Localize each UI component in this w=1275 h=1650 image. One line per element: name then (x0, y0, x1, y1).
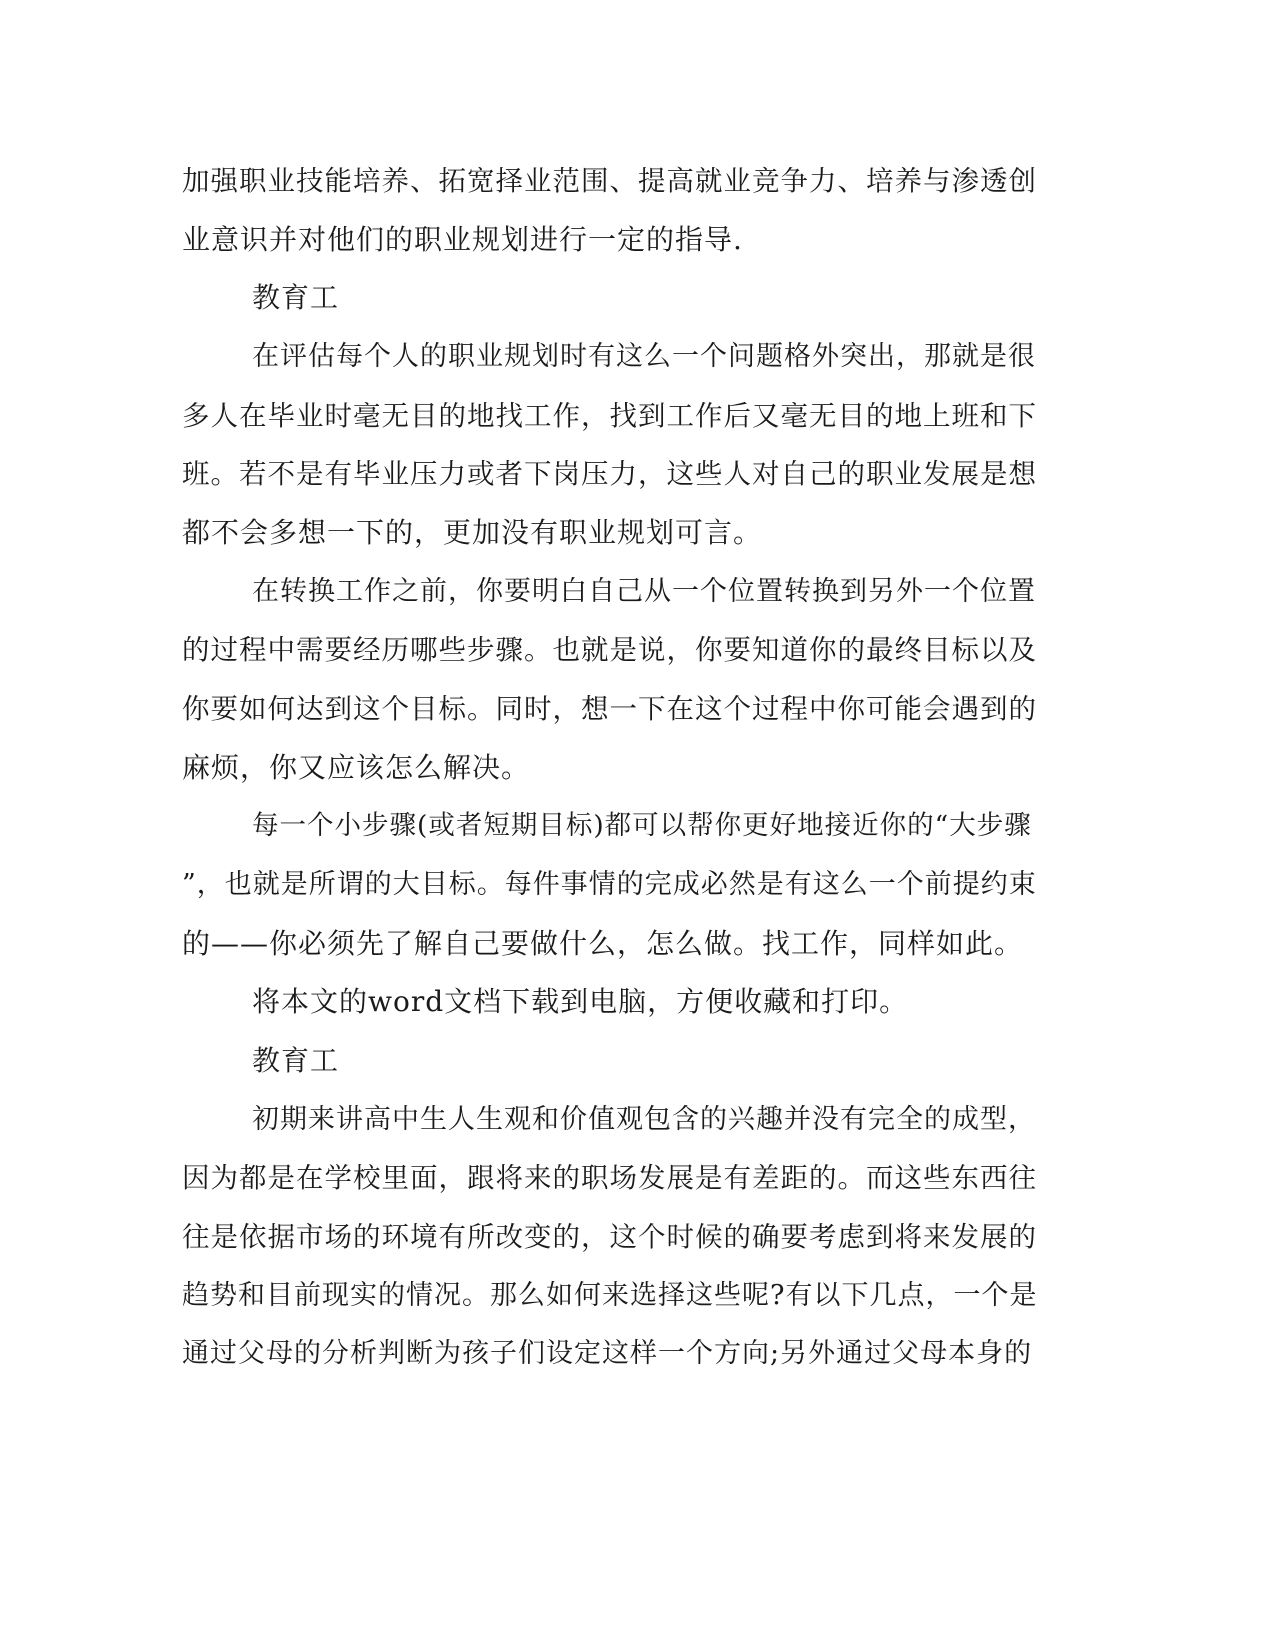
text-line: 的过程中需要经历哪些步骤。也就是说，你要知道你的最终目标以及 (182, 634, 1037, 666)
text-line: 业意识并对他们的职业规划进行一定的指导. (182, 223, 743, 256)
text-line: 班。若不是有毕业压力或者下岗压力，这些人对自己的职业发展是想 (182, 458, 1037, 490)
text-line: ”，也就是所谓的大目标。每件事情的完成必然是有这么一个前提约束 (182, 869, 1037, 900)
text-line: 你要如何达到这个目标。同时，想一下在这个过程中你可能会遇到的 (182, 693, 1037, 725)
text-line: 将本文的word文档下载到电脑，方便收藏和打印。 (252, 985, 909, 1018)
text-line: 初期来讲高中生人生观和价值观包含的兴趣并没有完全的成型， (252, 1104, 1036, 1135)
text-line: 的——你必须先了解自己要做什么，怎么做。找工作，同样如此。 (182, 927, 1024, 960)
text-line: 多人在毕业时毫无目的地找工作，找到工作后又毫无目的地上班和下 (182, 400, 1037, 432)
text-line: 加强职业技能培养、拓宽择业范围、提高就业竞争力、培养与渗透创 (182, 165, 1037, 197)
text-line: 往是依据市场的环境有所改变的，这个时候的确要考虑到将来发展的 (182, 1221, 1037, 1253)
text-line: 在转换工作之前，你要明白自己从一个位置转换到另外一个位置 (252, 576, 1036, 607)
text-line: 每一个小步骤(或者短期目标)都可以帮你更好地接近你的“大步骤 (252, 810, 1032, 841)
text-line: 在评估每个人的职业规划时有这么一个问题格外突出，那就是很 (252, 341, 1036, 372)
text-line: 通过父母的分析判断为孩子们设定这样一个方向;另外通过父母本身的 (182, 1338, 1033, 1369)
text-line: 麻烦，你又应该怎么解决。 (182, 751, 531, 784)
text-line: 因为都是在学校里面，跟将来的职场发展是有差距的。而这些东西往 (182, 1162, 1037, 1194)
section-label: 教育工 (252, 1044, 340, 1077)
text-line: 都不会多想一下的，更加没有职业规划可言。 (182, 516, 763, 549)
section-label: 教育工 (252, 281, 340, 314)
text-line: 趋势和目前现实的情况。那么如何来选择这些呢?有以下几点，一个是 (182, 1280, 1038, 1311)
